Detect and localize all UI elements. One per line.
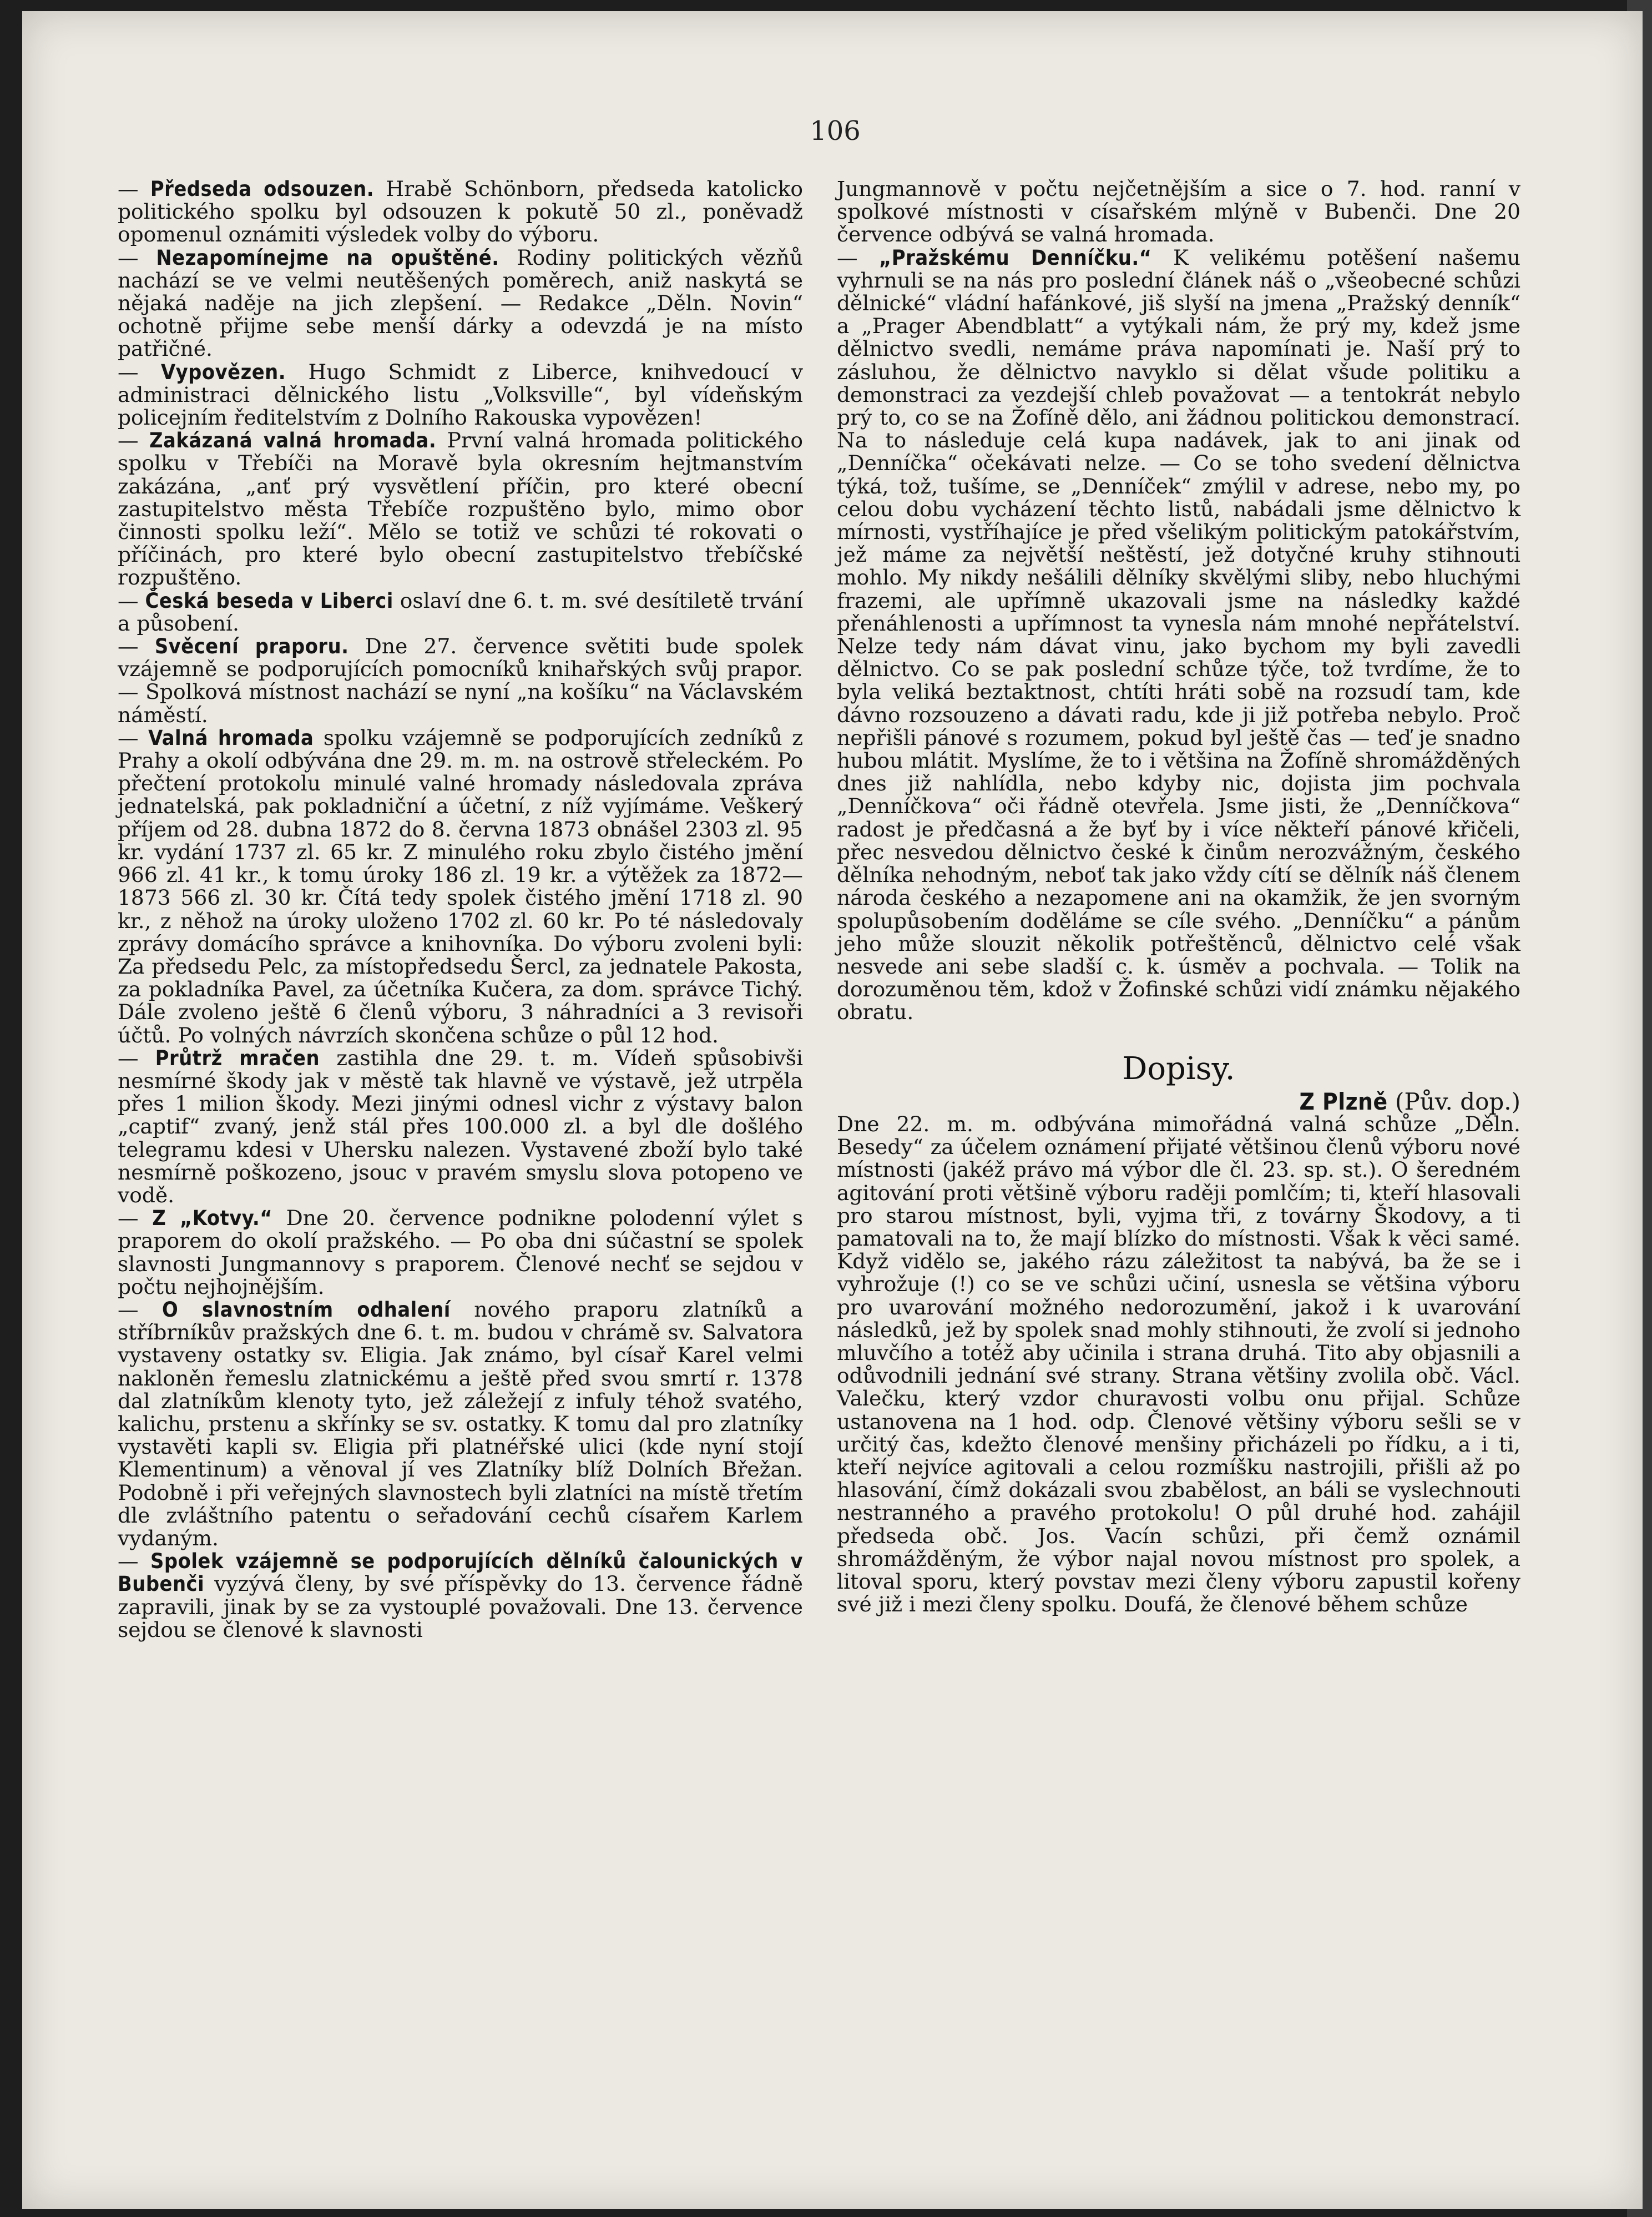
left-article: [118, 1298, 803, 1550]
article-headline: Valná hromada: [148, 725, 314, 750]
article-text: zastihla dne 29. t. m. Vídeň spůsobivši nesmírné škody jak v městě tak hlavně ve výstavě, jež utrpěla přes 1 milion škody. Mezi jinými odnesl vichr z výstavy balon „captif“ zvaný, jenž stál přes 100.000 zl. a byl dle došlého telegramu kdesi v Uhersku nalezen. Vystavené zboží bylo také nesmírně poškozeno, jsouc v pravém smyslu slova potopeno ve vodě.: [118, 1045, 803, 1207]
left-article: [118, 429, 803, 589]
article-text: oslaví dne 6. t. m. své desítiletě trvání a působení.: [118, 588, 803, 636]
right-column: [837, 178, 1520, 1616]
article-headline: Vypovězen.: [160, 359, 286, 384]
article-headline: „Pražskému Denníčku.“: [879, 245, 1152, 270]
article-text: Jungmannově v počtu nejčetnějším a sice o 7. hod. ranní v spolkové místnosti v císařském mlýně v Bubenči. Dne 20 července odbývá se valná hromada.: [837, 177, 1520, 247]
article-text: Hugo Schmidt z Liberce, knihvedoucí v administraci dělnického listu „Volksville“, byl vídeňským policejním ředitelstvím z Dolního Rakouska vypovězen!: [118, 359, 803, 430]
article-headline: Spolek vzájemně se podporujících dělníků čalounických v Bubenči: [118, 1549, 803, 1596]
article-text: Hrabě Schönborn, předseda katolicko politického spolku byl odsouzen k pokutě 50 zl., poněvadž opomenul oznámiti výsledek volby do výboru.: [118, 177, 803, 247]
left-column: [118, 178, 803, 1641]
article-text: K velikému potěšení našemu vyhrnuli se na nás pro poslední článek náš o „všeobecné schůzi dělnické“ vládní hafánkové, jiš slyší na jmena „Pražský denník“ a „Prager Abendblatt“ a vytýkali nám, že prý my, kdež jsme dělnictvo svedli, nemáme práva napomínati je. Naší prý to zásluhou, že dělnictvo navyklo si dělat všude politiku a demonstraci za vezdejší chleb považovat — a tentokrát nebylo prý to, co se na Žofíně dělo, ani žádnou politickou demonstrací. Na to následuje celá kupa nadávek, jak to ani jinak od „Denníčka“ očekávati nelze. — Co se toho svedení dělnictva týká, tož, tušíme, se „Denníček“ zmýlil v adrese, nebo my, po celou dobu vycházení těchto listů, nabádali jsme dělnictvo k mírnosti, vystříhajíce je před všelikým politickým patokářstvím, jež máme za největší neštěstí, jež dotyčné kruhy stihnouti mohlo. My nikdy nešálili dělníky skvělými sliby, nebo hluchými frazemi, ale upřímně ukazovali jsme na následky každé přenáhlenosti a upřímnost ta vynesla nám mnohé nepřátelství. Nelze tedy nám dávat vinu, jako bychom my byli zavedli dělnictvo. Co se pak poslední schůze týče, tož tvrdíme, že to byla veliká beztaktnost, chtíti hráti sobě na rozsudí tam, kde dávno rozsouzeno a dávati radu, kde ji již potřeba nebylo. Proč nepřišli pánové s rozumem, pokud byl ještě čas — teď je snadno hubou mlátit. Myslíme, že to i většina na Žofíně shromážděných dnes již nahlídla, nebo kdyby nic, dojista jim pochvala „Denníčkova“ oči řádně otevřela. Jsme jisti, že „Denníčkova“ radost je předčasná a že byť by i více někteří pánové křičeli, přec nesvedou dělnictvo české k činům nerozvážným, českého dělníka nehodným, neboť tak jako vždy cítí se dělník náš členem národa českého a nezapomene ani na okamžik, že jen svorným spolupůsobením doděláme se cíle svého. „Denníčku“ a pánům jeho může slouzit několik potřeštěnců, dělnictvo celé však nesvede ani sebe sladší c. k. úsměv a pochvala. — Tolik na dorozuměnou těm, kdož v Žofinské schůzi vidí známku nějakého obratu.: [837, 245, 1520, 1025]
article-dash: —: [118, 634, 155, 659]
article-dash: —: [118, 177, 150, 201]
left-article: [118, 178, 803, 246]
left-article: [118, 1047, 803, 1207]
letter-place: Z Plzně: [1299, 1087, 1388, 1115]
right-article: [837, 178, 1520, 246]
letters-section-title: Dopisy.: [1122, 1050, 1235, 1087]
article-text: spolku vzájemně se podporujících zedníků z Prahy a okolí odbývána dne 29. m. m. na ostrově střeleckém. Po přečtení protokolu minulé valné hromady následovala zpráva jednatelská, pak pokladniční a účetní, z níž vyjímáme. Veškerý příjem od 28. dubna 1872 do 8. června 1873 obnášel 2303 zl. 95 kr. vydání 1737 zl. 65 kr. Z minulého roku zbylo čistého jmění 966 zl. 41 kr., k tomu úroky 186 zl. 19 kr. a výtěžek za 1872—1873 566 zl. 30 kr. Čítá tedy spolek čistého jmění 1718 zl. 90 kr., z něhož na úroky uloženo 1702 zl. 60 kr. Po té následovaly zprávy domácího správce a knihovníka. Do výboru zvoleni byli: Za předsedu Pelc, za místopředsedu Šercl, za jednatele Pakosta, za pokladníka Pavel, za účetníka Kučera, za dom. správce Tichý. Dále zvoleno ještě 6 členů výboru, 3 náhradníci a 3 revisoři účtů. Po volných návrzích skončena schůze o půl 12 hod.: [118, 725, 804, 1047]
right-news-items: [837, 178, 1520, 1024]
article-headline: O slavnostním odhalení: [162, 1297, 451, 1322]
article-text: Rodiny politických vězňů nachází se ve velmi neutěšených poměrech, aniž naskytá se nějaká naděje na jich zlepšení. — Redakce „Děln. Novin“ ochotně přijme sebe menší dárky a odevzdá je na místo patřičné.: [118, 245, 803, 361]
left-article: [118, 1207, 803, 1298]
left-article: [118, 589, 803, 635]
left-article: [118, 361, 803, 430]
article-headline: Průtrž mračen: [155, 1045, 320, 1070]
letter-source: (Pův. dop.): [1387, 1087, 1520, 1115]
article-headline: Předseda odsouzen.: [150, 177, 375, 201]
article-text: První valná hromada politického spolku v Třebíči na Moravě byla okresním hejtmanstvím zakázána, „anť prý vysvětlení příčin, pro které obecní zastupitelstvo města Třebíče rozpuštěno bylo, mimo obor činnosti spolku leží“. Mělo se totiž ve schůzi té rokovati o příčinách, pro které bylo obecní zastupitelstvo třebíčské rozpuštěno.: [118, 428, 803, 590]
article-text: vyzývá členy, by své příspěvky do 13. července řádně zapravili, jinak by se za vystouplé považovali. Dne 13. července sejdou se členové k slavnosti: [118, 1571, 803, 1642]
article-headline: Česká beseda v Liberci: [145, 588, 393, 613]
left-article: [118, 727, 803, 1047]
left-article: [118, 246, 803, 361]
letter-heading: [837, 1087, 1520, 1115]
article-dash: —: [118, 1549, 151, 1574]
article-text: nového praporu zlatníků a stříbrníkův pražských dne 6. t. m. budou v chrámě sv. Salvatora vystaveny ostatky sv. Eligia. Jak známo, byl císař Karel velmi nakloněn řemeslu zlatnickému a ještě před svou smrtí r. 1378 dal zlatníkům klenoty tyto, jež záležejí z infuly téhož svatého, kalichu, prstenu a skřínky se sv. ostatky. K tomu dal pro zlatníky vystavěti kapli sv. Eligia při platnéřské ulici (kde nyní stojí Klementinum) a věnoval jí ves Zlatníky blíž Dolních Břežan. Podobně i při veřejných slavnostech byli zlatníci na místě třetím dle zvláštního patentu o seřadování cechů císařem Karlem vydaným.: [118, 1297, 803, 1550]
letter-body: Dne 22. m. m. odbývána mimořádná valná schůze „Děln. Besedy“ za účelem oznámení přijaté většinou členů výboru nové místnosti (jakéž právo má výbor dle čl. 23. sp. st.). O šeredném agitování proti většině výboru raději pomlčím; ti, kteří hlasovali pro starou místnost, byli, vyjma tři, z továrny Škodovy, a ti pamatovali na to, že mají blízko do místnosti. Však k věci samé. Když vidělo se, jakého rázu záležitost ta nabývá, ba že se i vyhrožuje (!) co se ve schůzi učiní, usnesla se většina výboru pro uvarování možného nedorozumění, jakož i k uvarování následků, jež by spolek snad mohly stihnouti, že zvolí si jednoho mluvčího a totéž aby učinila i strana druhá. Tito aby objasnili a odůvodnili jednání své strany. Strana většiny zvolila obč. Václ. Valečku, který vzdor churavosti volbu onu přijal. Schůze ustanovena na 1 hod. odp. Členové většiny výboru sešli se v určitý čas, kdežto členové menšiny přicházeli po řídku, a i ti, kteří nejvíce agitovali a celou rozmíšku nastrojili, přišli až po hlasování, čímž dokázali svou zbabělost, an báli se vyslechnouti nestranného a pravého protokolu! O půl druhé hod. zahájil předseda obč. Jos. Vacín schůzi, při čemž oznámil shromážděným, že výbor najal novou místnost pro spolek, a litoval sporu, který povstav mezi členy výboru zapustil kořeny své již i mezi členy spolku. Doufá, že členové během schůze: [837, 1111, 1520, 1617]
article-dash: —: [837, 245, 880, 270]
article-dash: —: [118, 588, 145, 613]
article-dash: —: [118, 1206, 153, 1231]
article-dash: —: [118, 245, 156, 270]
right-article: [837, 246, 1520, 1024]
page-number: 106: [810, 115, 861, 147]
article-text: Dne 20. července podnikne polodenní výlet s praporem do okolí pražského. — Po oba dni súčastní se spolek slavnosti Jungmannovy s praporem. Členové nechť se sejdou v počtu nejhojnějším.: [118, 1206, 804, 1299]
article-dash: —: [118, 359, 161, 384]
article-dash: —: [118, 725, 149, 750]
article-headline: Nezapomínejme na opuštěné.: [156, 245, 499, 270]
article-dash: —: [118, 1297, 163, 1322]
left-article: [118, 635, 803, 727]
article-headline: Svěcení praporu.: [154, 634, 349, 659]
left-article: [118, 1550, 803, 1641]
article-dash: —: [118, 1045, 155, 1070]
article-headline: Zakázaná valná hromada.: [149, 428, 437, 453]
article-text: Dne 27. července světiti bude spolek vzájemně se podporujících pomocníků knihařských svůj prapor. — Spolková místnost nachází se nyní „na košíku“ na Václavském náměstí.: [118, 634, 803, 727]
article-dash: —: [118, 428, 150, 453]
article-headline: Z „Kotvy.“: [152, 1206, 272, 1231]
